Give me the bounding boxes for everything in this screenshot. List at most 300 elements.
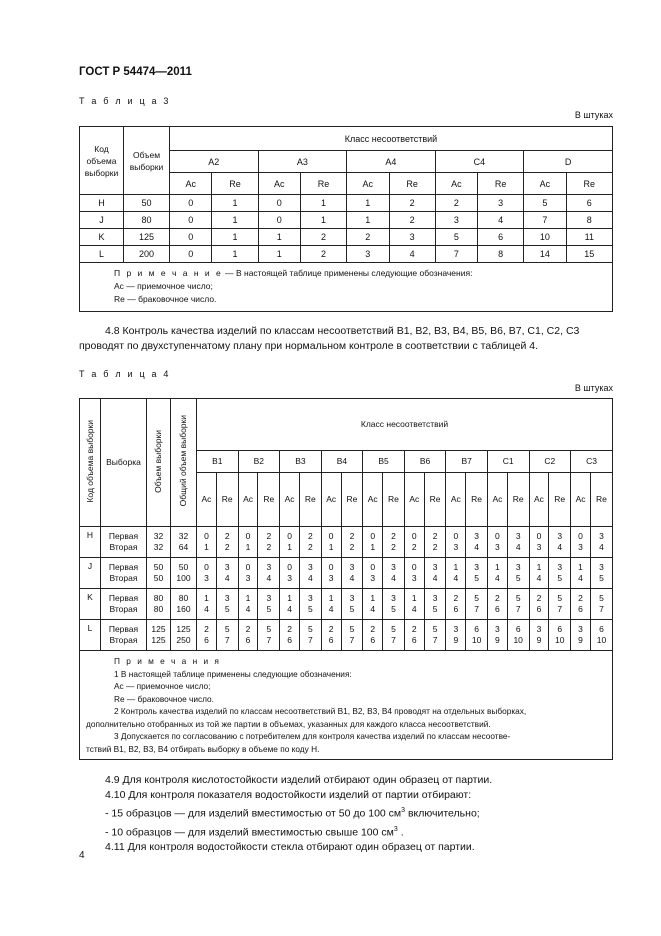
table3-cell: 1 — [212, 195, 258, 212]
table4-cell — [341, 558, 363, 589]
table3-cell: 0 — [258, 195, 300, 212]
table4-cell — [507, 589, 529, 620]
table3-re-header: Re — [300, 173, 346, 195]
table3-class-a4: A4 — [347, 151, 436, 173]
table4-cell — [507, 558, 529, 589]
list-item-10-text: - 10 образцов — для изделий вместимостью свыше 100 см — [105, 826, 394, 838]
table4-cell-value: 7 — [349, 635, 355, 645]
table4-cell-value: 2 — [432, 531, 438, 541]
table4-cell-value: 3 — [432, 593, 438, 603]
table3-row-size: 125 — [124, 229, 170, 246]
table4-cell — [197, 589, 217, 620]
table4-cell — [383, 527, 405, 558]
table3-cell: 0 — [170, 229, 212, 246]
table4-cell-value: 3 — [515, 531, 521, 541]
table4-cell-value: 6 — [328, 635, 334, 645]
table4-cell — [238, 589, 258, 620]
table4-cell-value: 10 — [471, 635, 482, 645]
table4-note1: 1 В настоящей таблице применены следующие обозначения: — [114, 668, 352, 679]
table3-row-code: J — [80, 212, 124, 229]
table4-cell-value: 5 — [266, 624, 272, 634]
table3-note-ac: Ac — приемочное число; — [114, 281, 213, 291]
table4-cell-value: 0 — [578, 531, 583, 541]
table4-caption: Т а б л и ц а 4 — [79, 369, 171, 379]
table4-cell-value: 7 — [599, 604, 604, 614]
table3-row-size: 50 — [124, 195, 170, 212]
table4-first-label: Первая — [108, 531, 139, 541]
table4-cell-value: 2 — [370, 624, 376, 634]
table3-cell: 8 — [478, 246, 524, 263]
table3-class-header: Класс несоответствий — [170, 127, 613, 151]
table4-cell-value: 3 — [308, 593, 313, 603]
table4-cell-value: 3 — [453, 624, 459, 634]
table4-cell — [197, 558, 217, 589]
table4-total-value: 160 — [176, 604, 191, 614]
table4-cell — [549, 620, 571, 651]
table4-cell-value: 6 — [370, 635, 376, 645]
table3-cell: 3 — [435, 212, 477, 229]
paragraph-4-11: 4.11 Для контроля водостойкости стекла отбирают один образец от партии. — [105, 841, 475, 853]
table4-cell-value: 4 — [349, 573, 355, 583]
table3-re-header: Re — [478, 173, 524, 195]
table4-first-label: Первая — [108, 593, 139, 603]
table3-class-d: D — [524, 151, 613, 173]
table4-second-label: Вторая — [109, 573, 138, 583]
table3-cell: 6 — [566, 195, 612, 212]
table-row — [80, 620, 613, 651]
table3-note-text: — В настоящей таблице применены следующие обозначения: — [222, 268, 473, 278]
table4-cell-value: 0 — [495, 531, 500, 541]
table4-cell — [238, 527, 258, 558]
table4-cell-value: 1 — [287, 542, 292, 552]
table4-notes — [80, 651, 613, 760]
table4-cell-value: 2 — [328, 624, 334, 634]
table4-cell — [404, 527, 424, 558]
table4-size-value: 80 — [153, 593, 164, 603]
list-item-15-tail: включительно; — [405, 807, 480, 820]
table4-cell-value: 5 — [266, 604, 272, 614]
table4-second-label: Вторая — [109, 604, 138, 614]
table3-ac-header: Ac — [170, 173, 212, 195]
table4-cell-value: 3 — [495, 624, 500, 634]
table4-cell-value: 5 — [557, 593, 563, 603]
table3-cell: 4 — [478, 212, 524, 229]
table4-cell-value: 3 — [349, 593, 355, 603]
table4-class-b3: B3 — [280, 451, 322, 473]
table4-size-value: 125 — [151, 635, 166, 645]
table4-row-total — [171, 620, 197, 651]
table3-cell: 2 — [347, 229, 389, 246]
table4-cell-value: 7 — [308, 635, 313, 645]
table4-cell-value: 4 — [453, 573, 459, 583]
table4-class-c1: C1 — [487, 451, 529, 473]
table4-cell-value: 3 — [245, 573, 251, 583]
table3-ac-header: Ac — [347, 173, 389, 195]
list-item-15 — [79, 803, 613, 822]
table-row — [80, 246, 613, 263]
table4-second-label: Вторая — [109, 542, 138, 552]
table4-cell-value: 1 — [536, 562, 542, 572]
table3-cell: 0 — [170, 195, 212, 212]
paragraph-4-8 — [79, 324, 613, 354]
table4-cell — [424, 589, 446, 620]
table4-cell-value: 5 — [557, 573, 563, 583]
table4-ac-header: Ac — [197, 473, 217, 527]
table3-cell: 1 — [212, 229, 258, 246]
table4-cell-value: 6 — [557, 624, 563, 634]
table3-row-size: 200 — [124, 246, 170, 263]
table4-cell — [238, 620, 258, 651]
table4-row-sample — [101, 558, 147, 589]
table4-class-b2: B2 — [238, 451, 280, 473]
table4-cell-value: 0 — [245, 562, 251, 572]
paragraph-4-8-line2: проводят по двухступенчатому плану при нормальном контроле в соответствии с таблицей 4. — [79, 340, 539, 352]
table4-ac-header: Ac — [363, 473, 383, 527]
table3-cell: 5 — [435, 229, 477, 246]
table4-row-total — [171, 527, 197, 558]
table4-row-size — [147, 558, 171, 589]
table4-cell-value: 3 — [474, 531, 479, 541]
table4-cell — [466, 589, 488, 620]
table-row — [80, 212, 613, 229]
table4-ac-header: Ac — [529, 473, 549, 527]
table4-cell-value: 1 — [204, 593, 209, 603]
table4-class-b6: B6 — [404, 451, 446, 473]
table4-cell-value: 3 — [432, 562, 438, 572]
document-header: ГОСТ Р 54474—2011 — [79, 66, 192, 78]
table4-cell-value: 3 — [328, 573, 334, 583]
table4-row-size — [147, 527, 171, 558]
table4-cell-value: 2 — [349, 531, 355, 541]
table3-ac-header: Ac — [435, 173, 477, 195]
table4-ac-header: Ac — [571, 473, 591, 527]
table4-cell-value: 6 — [515, 624, 521, 634]
table3-cell: 0 — [258, 212, 300, 229]
table4-cell-value: 10 — [596, 635, 607, 645]
table4-cell-value: 6 — [599, 624, 604, 634]
table4-cell — [404, 589, 424, 620]
table3-cell: 10 — [524, 229, 566, 246]
table4-total-value: 64 — [178, 542, 189, 552]
table4-cell — [404, 558, 424, 589]
table4-cell-value: 2 — [349, 542, 355, 552]
table4-cell-value: 2 — [391, 531, 396, 541]
table3-class-c4: C4 — [435, 151, 524, 173]
table3-ac-header: Ac — [524, 173, 566, 195]
table4-cell-value: 2 — [308, 531, 313, 541]
table4-note3-line2: тствий В1, В2, В3, В4 отбирать выборку в объеме по коду Н. — [86, 743, 320, 754]
table4-cell — [321, 527, 341, 558]
table4-cell-value: 6 — [411, 635, 417, 645]
table3-cell: 14 — [524, 246, 566, 263]
table3-note-re: Re — браковочное число. — [114, 294, 217, 304]
table4-cell-value: 4 — [515, 542, 521, 552]
table4-cell-value: 9 — [578, 635, 583, 645]
table4-cell — [466, 620, 488, 651]
table4-re-header: Re — [466, 473, 488, 527]
table4-cell-value: 4 — [204, 604, 209, 614]
table4-cell — [363, 527, 383, 558]
table4-cell-value: 3 — [536, 624, 542, 634]
table4-row-sample — [101, 589, 147, 620]
table4-cell-value: 0 — [411, 562, 417, 572]
table4-cell-value: 2 — [224, 531, 230, 541]
table4-cell — [341, 589, 363, 620]
table4-size-value: 125 — [151, 624, 166, 634]
table4-row-sample — [101, 620, 147, 651]
table4-cell-value: 5 — [391, 624, 396, 634]
table4-cell-value: 3 — [287, 573, 292, 583]
table3-units: В штуках — [574, 110, 613, 120]
table4-cell — [549, 589, 571, 620]
table4-cell — [300, 558, 322, 589]
table4-cell-value: 4 — [599, 542, 604, 552]
table4-cell-value: 3 — [578, 624, 583, 634]
table3-cell: 1 — [258, 246, 300, 263]
table4-cell-value: 5 — [474, 593, 479, 603]
table3-cell: 7 — [435, 246, 477, 263]
table4-total-value: 50 — [178, 562, 189, 572]
table4-cell — [216, 620, 238, 651]
table4-cell — [529, 527, 549, 558]
table4-cell-value: 1 — [328, 593, 334, 603]
table4-cell — [487, 589, 507, 620]
table4-cell — [590, 558, 612, 589]
table4 — [79, 398, 613, 760]
table4-cell — [216, 589, 238, 620]
table4-cell-value: 3 — [495, 542, 500, 552]
table4-total-value: 125 — [176, 624, 191, 634]
table4-note1-re: Re — браковочное число. — [114, 693, 214, 704]
table4-cell-value: 4 — [308, 573, 313, 583]
table4-re-header: Re — [258, 473, 280, 527]
table4-cell-value: 3 — [266, 593, 272, 603]
table4-cell-value: 7 — [432, 635, 438, 645]
table4-cell — [446, 558, 466, 589]
table4-re-header: Re — [341, 473, 363, 527]
table4-cell-value: 0 — [287, 531, 292, 541]
table4-cell — [424, 527, 446, 558]
table4-cell — [321, 589, 341, 620]
table3-cell: 3 — [478, 195, 524, 212]
table4-cell-value: 1 — [495, 562, 500, 572]
table4-cell — [300, 620, 322, 651]
table4-notes-title: П р и м е ч а н и я — [114, 656, 221, 666]
table4-row-code: K — [80, 589, 101, 620]
table4-cell — [363, 589, 383, 620]
table3-cell: 3 — [389, 229, 435, 246]
table4-col-code — [80, 399, 101, 527]
table4-cell — [280, 620, 300, 651]
table4-cell-value: 2 — [495, 593, 500, 603]
table4-cell — [383, 589, 405, 620]
table4-cell-value: 0 — [370, 531, 376, 541]
table-row — [80, 229, 613, 246]
table4-col-size — [147, 399, 171, 527]
table3-col-size: Объем выборки — [124, 127, 170, 195]
table4-cell-value: 7 — [474, 604, 479, 614]
table4-total-value: 250 — [176, 635, 191, 645]
table4-cell-value: 4 — [266, 573, 272, 583]
table4-cell — [446, 620, 466, 651]
table4-row-code: L — [80, 620, 101, 651]
table4-cell — [487, 527, 507, 558]
table4-cell — [216, 527, 238, 558]
table4-class-c3: C3 — [571, 451, 613, 473]
table3-re-header: Re — [389, 173, 435, 195]
list-item-10-sup: 3 — [393, 825, 398, 833]
table4-cell — [258, 589, 280, 620]
table4-row-code: H — [80, 527, 101, 558]
table4-cell-value: 2 — [308, 542, 313, 552]
table4-note2-line1: 2 Контроль качества изделий по классам несоответствий В1, В2, В3, В4 проводят на отдельных выборках, — [114, 706, 527, 716]
table4-class-b1: B1 — [197, 451, 239, 473]
table4-cell-value: 5 — [515, 593, 521, 603]
table3-cell: 4 — [389, 246, 435, 263]
table4-cell-value: 1 — [370, 593, 376, 603]
table3-cell: 1 — [300, 195, 346, 212]
table4-cell-value: 3 — [391, 593, 396, 603]
table4-cell-value: 6 — [495, 604, 500, 614]
table4-cell-value: 0 — [453, 531, 459, 541]
table4-cell-value: 1 — [245, 542, 251, 552]
list-item-15-text: - 15 образцов — для изделий вместимостью от 50 до 100 см — [105, 807, 402, 820]
table4-cell — [571, 620, 591, 651]
table4-cell-value: 2 — [204, 624, 209, 634]
table4-cell-value: 7 — [266, 635, 272, 645]
table4-re-header: Re — [507, 473, 529, 527]
table4-cell-value: 1 — [453, 562, 459, 572]
table3-row-size: 80 — [124, 212, 170, 229]
table4-cell — [590, 527, 612, 558]
table4-ac-header: Ac — [238, 473, 258, 527]
table4-size-value: 80 — [153, 604, 164, 614]
table4-row-total — [171, 558, 197, 589]
table4-size-value: 32 — [153, 531, 164, 541]
table4-cell-value: 3 — [599, 531, 604, 541]
table4-cell — [529, 558, 549, 589]
table4-col-code-label: Код объема выборки — [84, 419, 95, 503]
table4-col-total-label: Общий объем выборки — [178, 415, 188, 507]
table4-cell-value: 0 — [328, 562, 334, 572]
table4-cell — [571, 589, 591, 620]
table3-cell: 1 — [212, 246, 258, 263]
table3-note — [80, 263, 613, 312]
table4-cell-value: 6 — [578, 604, 583, 614]
table4-cell-value: 6 — [287, 635, 292, 645]
table4-class-c2: C2 — [529, 451, 571, 473]
table4-total-value: 100 — [176, 573, 191, 583]
table4-row-total — [171, 589, 197, 620]
table3-cell: 0 — [170, 246, 212, 263]
table4-cell — [571, 527, 591, 558]
table4-cell-value: 3 — [557, 531, 563, 541]
table4-cell — [549, 527, 571, 558]
table3 — [79, 126, 613, 312]
table4-cell-value: 0 — [328, 531, 334, 541]
table4-col-size-label: Объем выборки — [153, 429, 163, 493]
table4-cell-value: 2 — [245, 624, 251, 634]
table4-cell-value: 9 — [453, 635, 459, 645]
table3-cell: 2 — [389, 195, 435, 212]
table4-cell-value: 1 — [578, 562, 583, 572]
table4-cell-value: 3 — [308, 562, 313, 572]
table4-cell-value: 2 — [536, 593, 542, 603]
table4-cell-value: 0 — [536, 531, 542, 541]
table4-re-header: Re — [590, 473, 612, 527]
table4-second-label: Вторая — [109, 635, 138, 645]
table3-ac-header: Ac — [258, 173, 300, 195]
table4-total-value: 32 — [178, 531, 189, 541]
table3-cell: 2 — [435, 195, 477, 212]
table4-re-header: Re — [300, 473, 322, 527]
table4-ac-header: Ac — [487, 473, 507, 527]
list-item-15-sup: 3 — [401, 807, 406, 814]
table4-col-sample: Выборка — [101, 399, 147, 527]
table4-cell — [529, 620, 549, 651]
table4-note1-ac: Ac — приемочное число; — [114, 681, 211, 691]
table3-re-header: Re — [212, 173, 258, 195]
table4-cell-value: 7 — [557, 604, 563, 614]
table3-cell: 1 — [347, 195, 389, 212]
table3-cell: 1 — [347, 212, 389, 229]
table3-col-code: Код объема выборки — [80, 127, 124, 195]
table4-cell — [571, 558, 591, 589]
table4-cell-value: 4 — [474, 542, 479, 552]
table4-cell-value: 7 — [224, 635, 230, 645]
table4-cell-value: 2 — [266, 531, 272, 541]
table4-cell — [424, 558, 446, 589]
table4-cell-value: 4 — [245, 604, 251, 614]
table4-cell — [383, 558, 405, 589]
paragraph-4-9: 4.9 Для контроля кислотостойкости изделий отбирают один образец от партии. — [105, 774, 493, 786]
table4-cell — [321, 558, 341, 589]
table3-note-title: П р и м е ч а н и е — [114, 268, 223, 278]
table4-re-header: Re — [549, 473, 571, 527]
table4-cell-value: 4 — [557, 542, 563, 552]
table4-cell-value: 0 — [204, 531, 209, 541]
table4-cell — [507, 620, 529, 651]
table4-ac-header: Ac — [404, 473, 424, 527]
table3-cell: 1 — [212, 212, 258, 229]
table4-cell-value: 0 — [245, 531, 251, 541]
table4-cell-value: 0 — [287, 562, 292, 572]
table4-cell-value: 4 — [287, 604, 292, 614]
table3-cell: 3 — [347, 246, 389, 263]
table4-cell — [197, 620, 217, 651]
table4-cell-value: 5 — [599, 593, 604, 603]
table4-cell-value: 6 — [453, 604, 459, 614]
table4-cell-value: 3 — [515, 562, 521, 572]
table4-cell-value: 3 — [204, 573, 209, 583]
table4-cell-value: 0 — [204, 562, 209, 572]
table4-cell-value: 6 — [204, 635, 209, 645]
table4-cell — [466, 558, 488, 589]
table3-re-header: Re — [566, 173, 612, 195]
table4-cell-value: 1 — [245, 593, 251, 603]
table4-first-label: Первая — [108, 562, 139, 572]
table4-cell — [300, 527, 322, 558]
table3-cell: 6 — [478, 229, 524, 246]
table-row — [80, 558, 613, 589]
table4-cell — [197, 527, 217, 558]
table4-cell — [446, 527, 466, 558]
table4-cell-value: 6 — [536, 604, 542, 614]
table4-class-b7: B7 — [446, 451, 488, 473]
table4-cell-value: 10 — [513, 635, 523, 645]
table4-cell-value: 3 — [266, 562, 272, 572]
table3-row-code: L — [80, 246, 124, 263]
